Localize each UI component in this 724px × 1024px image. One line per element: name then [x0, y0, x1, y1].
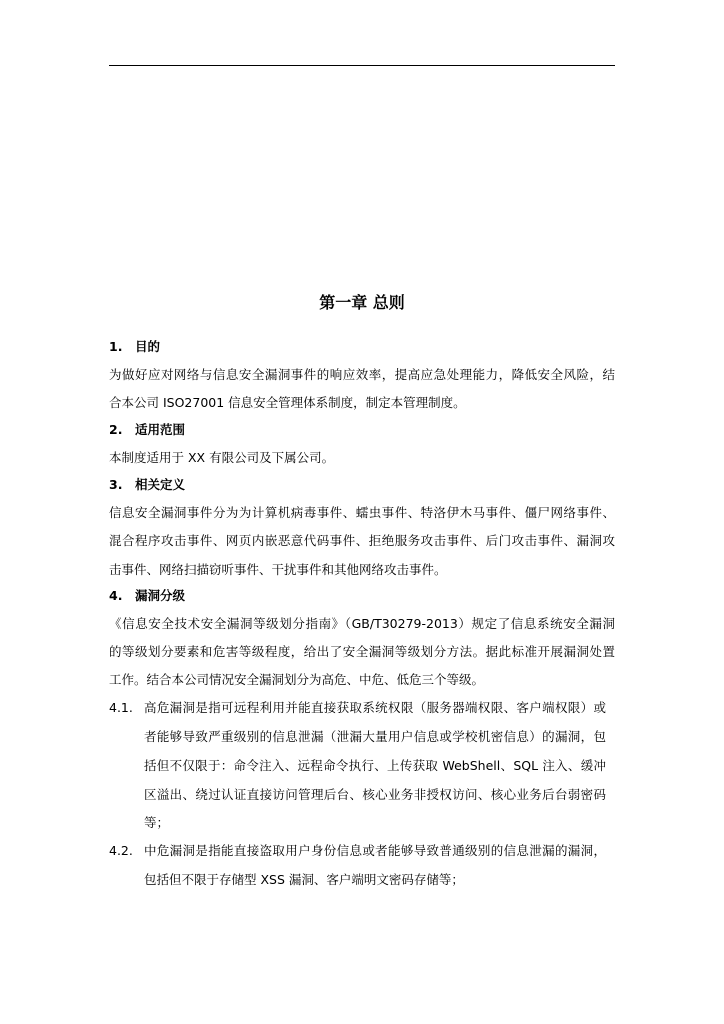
list-item-line: 中危漏洞是指能直接盗取用户身份信息或者能够导致普通级别的信息泄漏的漏洞，	[144, 843, 606, 858]
paragraph-line: 击事件、网络扫描窃听事件、干扰事件和其他网络攻击事件。	[109, 562, 447, 577]
chapter-title: 第一章 总则	[319, 293, 405, 312]
list-item-line: 高危漏洞是指可远程利用并能直接获取系统权限（服务器端权限、客户端权限）或	[144, 700, 606, 715]
paragraph-line: 信息安全漏洞事件分为为计算机病毒事件、蠕虫事件、特洛伊木马事件、僵尸网络事件、	[109, 505, 615, 520]
section-title: 相关定义	[135, 477, 186, 492]
section-heading	[109, 338, 160, 356]
list-item-line: 等；	[144, 815, 170, 830]
paragraph-line: 合本公司 ISO27001 信息安全管理体系制度，制定本管理制度。	[109, 395, 466, 410]
section-title: 漏洞分级	[135, 588, 186, 603]
section-heading	[109, 587, 185, 605]
section-heading	[109, 421, 185, 439]
paragraph-line: 本制度适用于 XX 有限公司及下属公司。	[109, 450, 335, 465]
section-number: 2.	[109, 422, 123, 437]
paragraph-line: 《信息安全技术安全漏洞等级划分指南》（GB/T30279-2013）规定了信息系统安全漏洞	[109, 616, 615, 631]
list-item-number: 4.1.	[109, 700, 133, 715]
section-title: 目的	[135, 339, 161, 354]
section-heading	[109, 476, 185, 494]
section-number: 4.	[109, 588, 123, 603]
list-item-line: 者能够导致严重级别的信息泄漏（泄漏大量用户信息或学校机密信息）的漏洞，包	[144, 729, 606, 744]
section-number: 1.	[109, 339, 123, 354]
paragraph-line: 为做好应对网络与信息安全漏洞事件的响应效率，提高应急处理能力，降低安全风险，结	[109, 367, 615, 382]
header-rule	[109, 65, 615, 66]
paragraph-line: 混合程序攻击事件、网页内嵌恶意代码事件、拒绝服务攻击事件、后门攻击事件、漏洞攻	[109, 533, 615, 548]
list-item-line: 包括但不限于存储型 XSS 漏洞、客户端明文密码存储等；	[144, 872, 464, 887]
paragraph-line: 工作。结合本公司情况安全漏洞划分为高危、中危、低危三个等级。	[109, 672, 485, 687]
paragraph-line: 的等级划分要素和危害等级程度，给出了安全漏洞等级划分方法。据此标准开展漏洞处置	[109, 644, 615, 659]
section-title: 适用范围	[135, 422, 186, 437]
section-number: 3.	[109, 477, 123, 492]
list-item-number: 4.2.	[109, 843, 133, 858]
list-item-line: 区溢出、绕过认证直接访问管理后台、核心业务非授权访问、核心业务后台弱密码	[144, 787, 606, 802]
list-item-line: 括但不仅限于：命令注入、远程命令执行、上传获取 WebShell、SQL 注入、缓冲	[144, 758, 606, 773]
